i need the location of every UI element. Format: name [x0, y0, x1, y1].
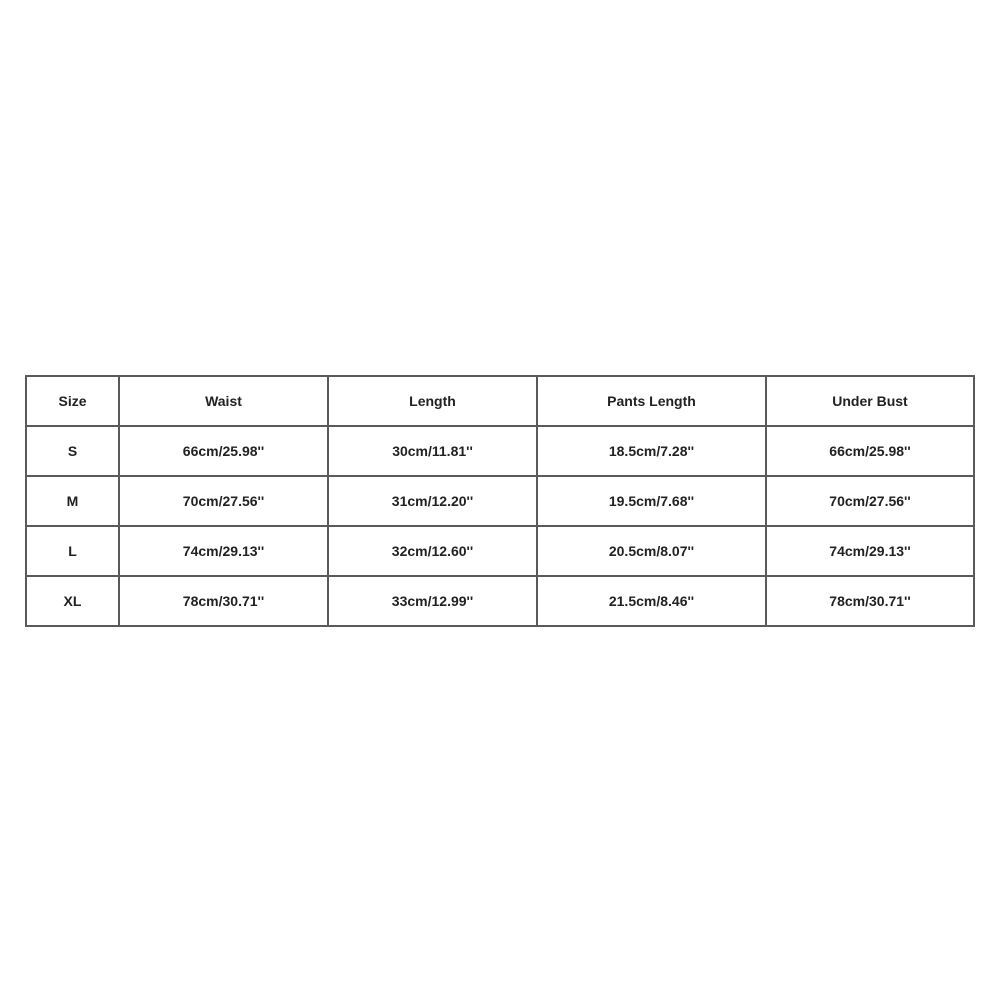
cell-under-bust: 70cm/27.56'' — [766, 476, 974, 526]
table-row — [26, 576, 974, 626]
cell-size: L — [26, 526, 119, 576]
cell-waist: 66cm/25.98'' — [119, 426, 328, 476]
cell-size: M — [26, 476, 119, 526]
header-row — [26, 376, 974, 426]
cell-length: 31cm/12.20'' — [328, 476, 537, 526]
cell-size: XL — [26, 576, 119, 626]
cell-waist: 78cm/30.71'' — [119, 576, 328, 626]
cell-under-bust: 66cm/25.98'' — [766, 426, 974, 476]
size-chart-table — [25, 375, 975, 627]
header-length: Length — [328, 376, 537, 426]
cell-length: 32cm/12.60'' — [328, 526, 537, 576]
table-row — [26, 526, 974, 576]
cell-size: S — [26, 426, 119, 476]
cell-waist: 74cm/29.13'' — [119, 526, 328, 576]
header-pants-length: Pants Length — [537, 376, 766, 426]
cell-pants-length: 20.5cm/8.07'' — [537, 526, 766, 576]
cell-length: 30cm/11.81'' — [328, 426, 537, 476]
cell-under-bust: 74cm/29.13'' — [766, 526, 974, 576]
cell-pants-length: 18.5cm/7.28'' — [537, 426, 766, 476]
cell-under-bust: 78cm/30.71'' — [766, 576, 974, 626]
cell-waist: 70cm/27.56'' — [119, 476, 328, 526]
cell-pants-length: 19.5cm/7.68'' — [537, 476, 766, 526]
header-size: Size — [26, 376, 119, 426]
cell-pants-length: 21.5cm/8.46'' — [537, 576, 766, 626]
cell-length: 33cm/12.99'' — [328, 576, 537, 626]
header-under-bust: Under Bust — [766, 376, 974, 426]
table-row — [26, 476, 974, 526]
header-waist: Waist — [119, 376, 328, 426]
table-row — [26, 426, 974, 476]
